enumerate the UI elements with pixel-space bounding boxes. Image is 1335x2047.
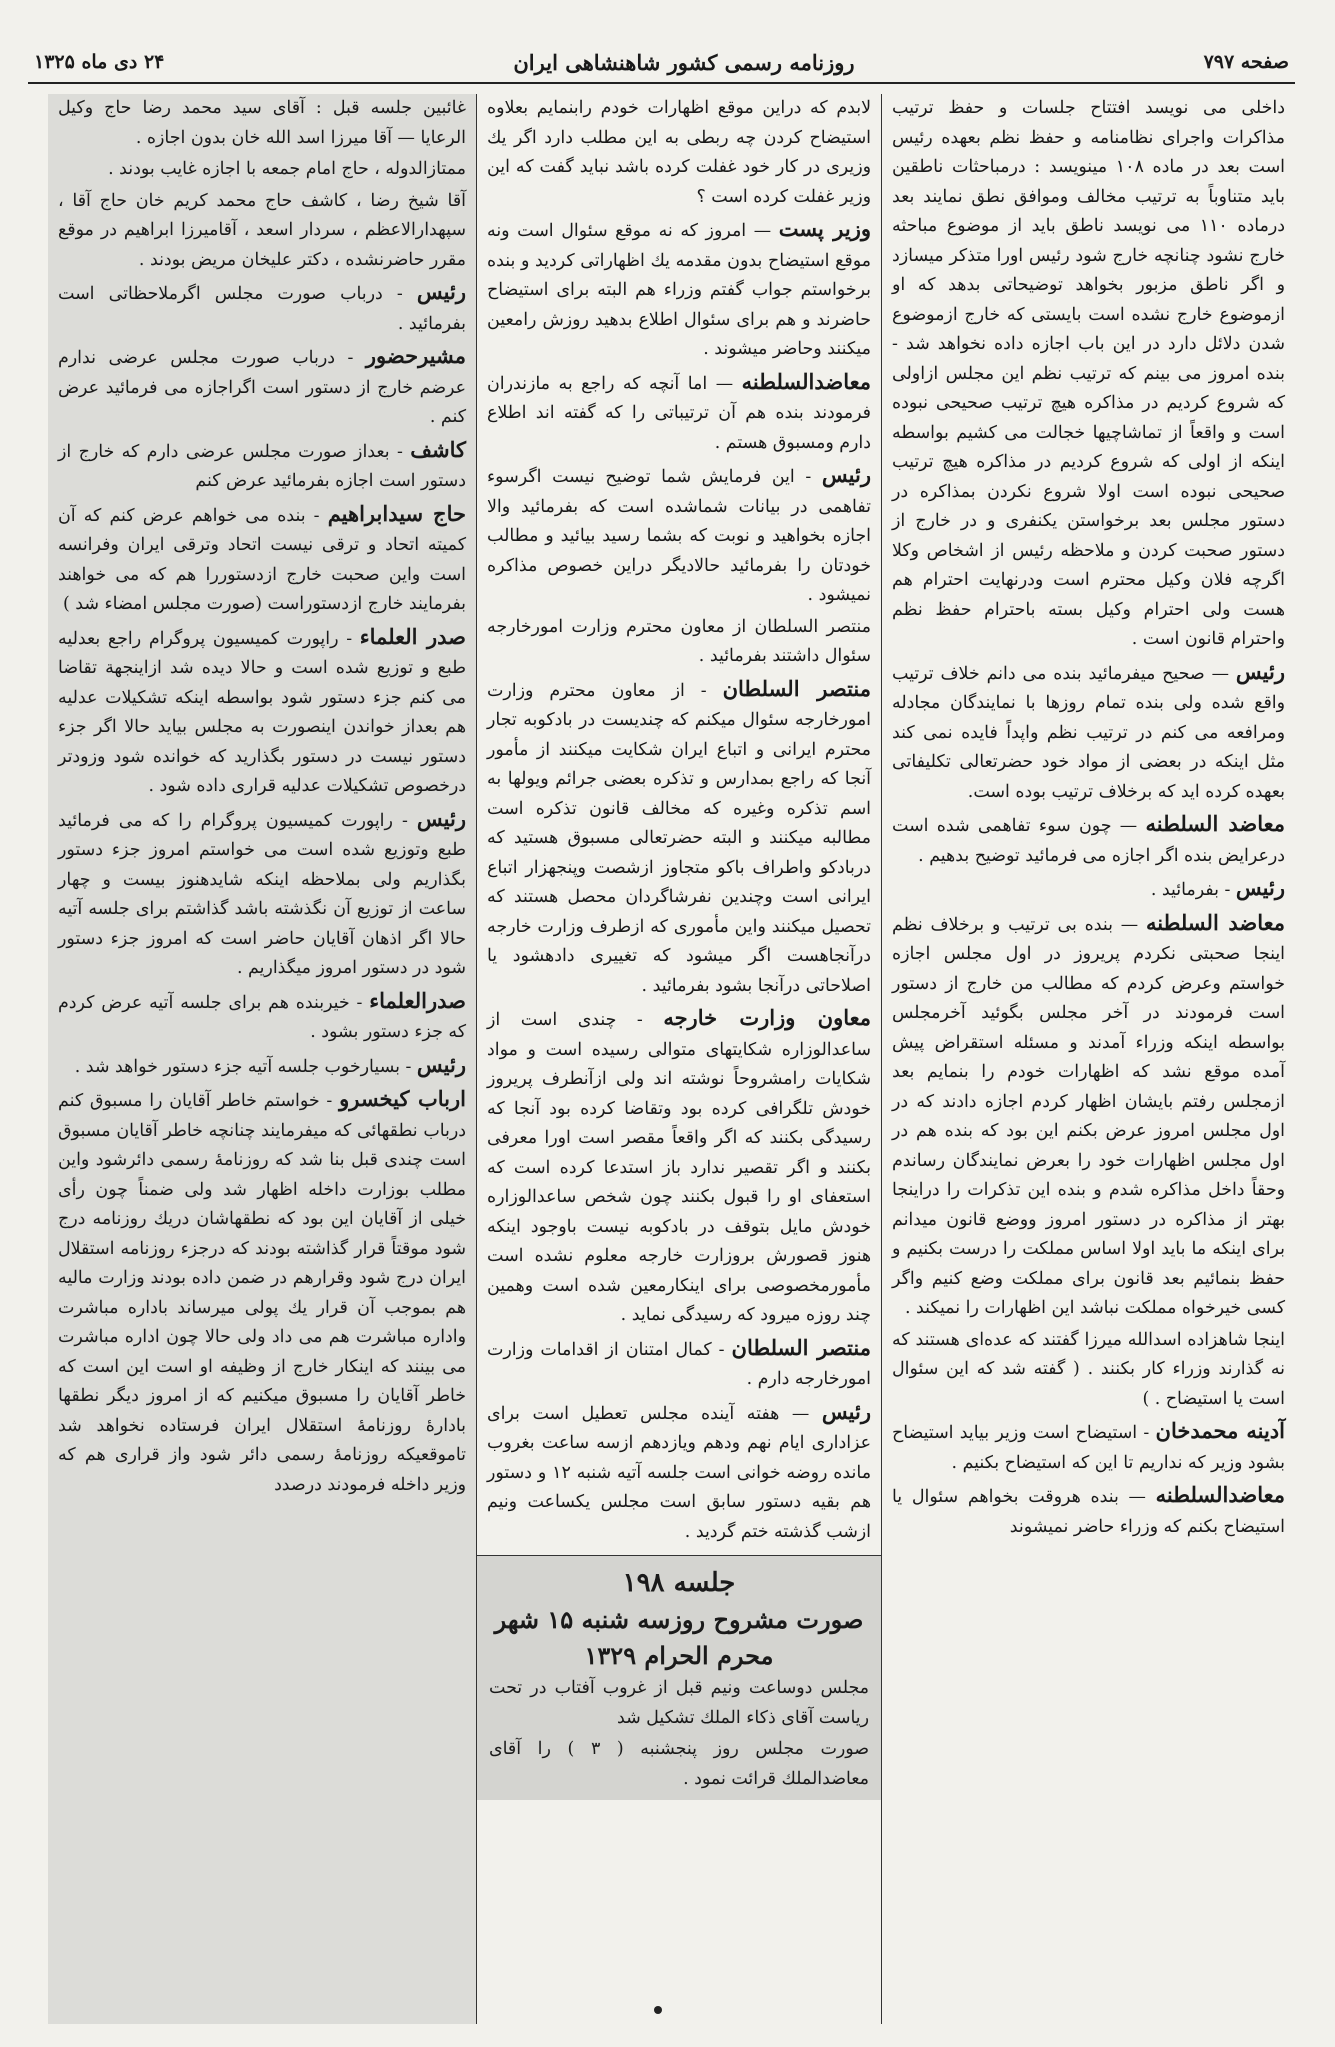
paragraph [892, 657, 1285, 808]
paragraph [892, 94, 1285, 655]
paragraph [58, 94, 466, 153]
paragraph-text: — اما آنچه که راجع به مازندران فرمودند بنده هم آن ترتیباتی را که گفته اند اطلاع دارم ومسبوق هستم . [487, 373, 871, 453]
paragraph [487, 613, 871, 672]
newspaper-title: روزنامه رسمی کشور شاهنشاهی ایران [513, 49, 855, 75]
column-middle-text [487, 94, 871, 1547]
speaker-name: آدینه محمدخان [1155, 1418, 1285, 1443]
paragraph-text: — بنده بی ترتیب و برخلاف نظم اینجا صحبتی نکردم پریروز در اول مجلس اجازه خواستم وعرض کردم که مطالب من خارج از دستور است فرمودند در آخر مجلس بگوئید آخرمجلس بواسطه اینکه وزراء آمدند و مسئله استقراض پیش آمده موقع نشد که اظهارات خودم را بنمایم بعد ازمجلس رفتم بایشان اظهار کردم اجازه دادند که در اول مجلس امروز عرض بکنم این بود که بنده هم در اول مجلس اظهارات خود را بعرض نمایندگان رساندم وحقاً داخل مذاکره شدم و بنده این تذکرات را دراینجا بهتر از مذاکره در دستور امروز ووضع قانون میدانم برای اینکه ما باید اولا اساس مملکت را درست بکنیم و حفظ بنمائیم بعد قانون برای مملکت وضع کنیم واگر کسی خیرخواه مملکت نباشد این اظهارات را نمیکند . [892, 914, 1285, 1318]
paragraph-text: لابدم که دراین موقع اظهارات خودم رابنمایم بعلاوه استیضاح کردن چه ربطی به این مطلب دارد اگر یك وزیری در کار خود غفلت کرده باشد نباید گفت که این وزیر غفلت کرده است ؟ [487, 98, 871, 207]
paragraph-text: - کمال امتنان از اقدامات وزارت امورخارجه دارم . [487, 1339, 871, 1389]
column-middle [476, 94, 881, 2024]
speaker-name: منتصر السلطان [722, 675, 871, 701]
speaker-name: رئیس [1235, 658, 1285, 684]
speaker-name: معاضدالسلطنه [741, 368, 871, 394]
paragraph-text: - خیربنده هم برای جلسه آتیه عرض کردم که جزء دستور بشود . [58, 992, 466, 1042]
speaker-name: معاون وزارت خارجه [663, 1005, 871, 1030]
speaker-name: وزیر پست [778, 216, 872, 241]
page-number: صفحه ۷۹۷ [1203, 51, 1289, 73]
paragraph-text: — چون سوء تفاهمی شده است درعرایض بنده اگر اجازه می فرمائید توضیح بدهیم . [892, 816, 1285, 866]
paragraph [892, 908, 1285, 1324]
paragraph [487, 1333, 871, 1395]
paragraph [487, 1003, 871, 1331]
speaker-name: رئیس [416, 1051, 466, 1077]
speaker-name: رئیس [416, 279, 466, 304]
paragraph-text: — بنده هروقت بخواهم سئوال یا استیضاح بکنم که وزراء حاضر نمیشوند [892, 1487, 1285, 1537]
paragraph-text: - از معاون محترم وزارت امورخارجه سئوال میکنم که چندیست در بادکوبه تجار محترم ایرانی و اتباع ایران شکایت میکنند از مأمور آنجا که راجع بمدارس و تذکره بعضی جرائم ویولها به اسم تذکره وغیره که مخالف قانون تذکره است مطالبه میکنند و البته حضرتعالی مسبوق هستید که دربادکو واطراف باکو متجاوز ازشصت وپنجهزار اتباع ایرانی است وچندین نفرشاگردان محصل هستند که تحصیل میکنند واین مأموری که ازطرف وزارت خارجه درآنجاهست اگر میشود که تغییری دادهشود یا اصلاحاتی درآنجا بشود بفرمائید . [487, 680, 871, 996]
paragraph [58, 986, 466, 1048]
paragraph-text: داخلی می نویسد افتتاح جلسات و حفظ ترتیب مذاکرات واجرای نظامنامه و حفظ نظم بعهده رئیس است بعد در ماده ۱۰۸ مینویسد : درمباحثات ناطقین باید متناوباً به ترتیب مخالف وموافق نطق نمایند بعد درماده ۱۱۰ می نویسد ناطق باید از موضوع مباحثه خارج نشود چنانچه خارج شود رئیس اورا متذکر میسازد و اگر ناطق مزبور بخواهد توضیحاتی بدهد که او ازموضوع خارج نشده است بایستی که خارج ازموضوع شدن دلائل دارد در این باب اجازه داده نخواهد شد - بنده امروز می بینم که ترتیب نظم این مجلس ازاولی که شروع کردیم در مذاکره هیچ ترتیب صحیحی نبوده است و واقعاً از تماشاچیها خجالت می کشیم بواسطه اینکه از اولی که شروع کردیم در مذاکره هیچ ترتیب صحیحی نبوده است اولا شروع نکردن بمذاکره در دستور مجلس بعد برخواستن یکنفری و در خارج از دستور صحبت کردن و ملاحظه رئیس از اشخاص وکلا اگرچه فلان وکیل محترم است ودرنهایت احترام هم هست ولی احترام وکیل بسته باحترام حفظ نظم واحترام قانون است . [892, 98, 1285, 649]
speaker-name: منتصر السلطان [731, 1334, 872, 1360]
paragraph [58, 622, 466, 802]
session-heading-box [477, 1555, 881, 1800]
paragraph-text: منتصر السلطان از معاون محترم وزارت امورخارجه سئوال داشتند بفرمائید . [487, 616, 871, 666]
speaker-name: صدر العلماء [359, 623, 466, 649]
paragraph-text: اینجا شاهزاده اسدالله میرزا گفتند که عده‌ای هستند که نه گذارند وزراء کار بکنند . ( گفته شد که این سئوال است یا استیضاح . ) [892, 1329, 1285, 1409]
session-date: محرم الحرام ۱۳۲۹ [584, 1641, 774, 1670]
paragraph-text: - چندی است از ساعدالوزاره شکایتهای متوالی رسیده است و مواد شکایات رامشروحاً نوشته اند ولی ازآنطرف پریروز خودش تلگرافی کرده بود وتقاضا کرده بود آنجا که رسیدگی بکنند که اگر واقعاً مقصر است اورا معرفی بکنند و اگر تقصیر ندارد باز استدعا کرده است که استعفای او را قبول بکنند چون شخص ساعدالوزاره خودش مایل بتوقف در بادکوبه نیست باوجود اینکه هنوز قصورش بروزارت خارجه معلوم نشده است مأمورمخصوصی برای اینکارمعین شده است وهمین چند روزه میرود که رسیدگی نماید . [487, 1010, 871, 1325]
text-columns [28, 94, 1295, 2024]
paragraph-text: - درباب صورت مجلس اگرملاحظاتی است بفرمائید . [58, 284, 466, 334]
paragraph [487, 674, 871, 1002]
paragraph [892, 1326, 1285, 1415]
speaker-name: رئیس [821, 462, 871, 487]
paragraph [58, 277, 466, 339]
paragraph [58, 435, 466, 497]
paragraph [487, 94, 871, 212]
speaker-name: رئیس [1235, 875, 1285, 900]
paragraph [58, 499, 466, 620]
speaker-name: رئیس [416, 805, 467, 831]
paragraph-text: - خواستم خاطر آقایان را مسبوق کنم درباب نطقهائی که میفرمایند چنانچه خاطر آقایان مسبوق است چندی قبل بنا شد که روزنامهٔ رسمی دائرشود واین مطلب بوزارت داخله اظهار شد ولی ضمناً چون رأی خیلی از آقایان این بود که نطقهاشان دریك روزنامه درج شود موقتاً قرار گذاشته بودند که درجزء روزنامه استقلال ایران درج شود وقرارهم در ضمن داده بودند وزارت مالیه هم بموجب آن قرار یك پولی میرساند باداره مباشرت واداره مباشرت هم می داد ولی حالا چون اداره مباشرت می بینند که اینکار خارج از وظیفه او است این است که خاطر آقایان را مسبوق میکنیم که از امروز دیگر نطقها بادارهٔ روزنامهٔ استقلال ایران فرستاده نخواهد شد تاموقعیکه روزنامهٔ رسمی دائر شود واز قراری هم که وزیر داخله فرمودند درصدد [58, 1091, 466, 1495]
running-header [28, 42, 1295, 84]
session-subheading: صورت مشروح روزسه شنبه ۱۵ شهر [494, 1605, 864, 1634]
paragraph-text: — امروز که نه موقع سئوال است ونه موقع استیضاح بدون مقدمه یك اظهاراتی کردید و بنده برخواستم جواب گفتم وزراء هم البته برای استیضاح حاضرند و هم برای سئوال اطلاع بدهید روزش رامعین میکنند وحاضر میشوند . [487, 221, 871, 359]
speaker-name: معاضدالسلطنه [1155, 1482, 1285, 1507]
paragraph [58, 187, 466, 276]
paragraph [892, 1480, 1285, 1542]
column-right [881, 94, 1295, 2024]
paragraph-text: آقا شیخ رضا ، کاشف حاج محمد کریم خان حاج آقا ، سپهدارالاعظم ، سردار اسعد ، آقامیرزا ابراهیم در موقع مقرر حاضرنشده ، دکتر علیخان مریض بودند . [58, 190, 466, 270]
paragraph [58, 341, 466, 433]
session-paragraph: مجلس دوساعت ونیم قبل از غروب آفتاب در تحت ریاست آقای ذکاء الملك تشکیل شد [489, 1678, 869, 1728]
paragraph [487, 214, 871, 365]
paragraph [487, 460, 871, 611]
issue-date: ۲۴ دی ماه ۱۳۲۵ [34, 51, 165, 73]
paragraph-text: - راپورت کمیسیون پروگرام را که می فرمائید طبع وتوزیع شده است می خواستم امروز جزء دستور بگذاریم ولی بملاحظه اینکه شایدهنوز بیست و چهار ساعت از توزیع آن نگذشته باشد گذاشتم برای جلسه آتیه حالا اگر اذهان آقایان حاضر است که امروز جزء دستور شود در دستور امروز میگذاریم . [58, 810, 466, 978]
paragraph-text: - راپورت کمیسیون پروگرام راجع بعدلیه طبع و توزیع شده است و حالا دیده شد ازاینجهة تقاضا می کنم جزء دستور شود بواسطه اینکه تشکیلات عدلیه هم بعداز خواندن اینصورت به مجلس بیاید حالا اگر جزء دستور نیست در دستور بگذارید که خوانده شود وزودتر درخصوص تشکیلات عدلیه قراری داده شود . [58, 628, 466, 796]
paragraph-text: - استیضاح است وزیر بیاید استیضاح بشود وزیر که نداریم تا این که استیضاح بکنیم . [892, 1423, 1285, 1473]
paragraph-text: - بعداز صورت مجلس عرضی دارم که خارج از دستور است اجازه بفرمائید عرض کنم [58, 441, 466, 491]
paragraph [58, 1084, 466, 1500]
speaker-name: معاضد السلطنه [1146, 909, 1286, 935]
speaker-name: معاضد السلطنه [1145, 811, 1286, 836]
paragraph [892, 1416, 1285, 1478]
column-left [48, 94, 476, 2024]
speaker-name: مشیرحضور [365, 343, 466, 368]
paragraph [892, 873, 1285, 906]
paragraph [58, 155, 466, 185]
speaker-name: کاشف [410, 436, 466, 462]
paragraph-text: - بنده می خواهم عرض کنم که آن کمیته اتحاد و ترقی نیست اتحاد وترقی ایران وفرانسه است واین صحبت خارج ازدستوررا هم که می خواهند بفرمایند خارج ازدستوراست (صورت مجلس امضاء شد ) [58, 505, 466, 614]
paragraph [58, 1050, 466, 1083]
paragraph-text: - درباب صورت مجلس عرضی ندارم عرضم خارج از دستور است اگراجازه می فرمائید عرض کنم . [58, 348, 466, 427]
paragraph-text: — صحیح میفرمائید بنده می دانم خلاف ترتیب واقع شده ولی بنده تمام روزها با نمایندگان مجادله ومرافعه می کنم در ترتیب نظم واپداً فایده نمی کند مثل اینکه در بعضی از مواد خود حضرتعالی تکلیفاتی بعهده کرده اید که برخلاف ترتیب بوده است. [892, 663, 1285, 802]
paragraph [487, 367, 871, 459]
speaker-name: رئیس [821, 1398, 872, 1424]
paragraph [892, 809, 1285, 871]
paragraph [487, 1397, 871, 1548]
paragraph-text: ممتازالدوله ، حاج امام جمعه با اجازه غایب بودند . [108, 159, 466, 179]
paragraph-text: غائبین جلسه قبل : آقای سید محمد رضا حاج وکیل الرعایا — آقا میرزا اسد الله خان بدون اجازه . [58, 98, 466, 148]
paragraph [58, 804, 466, 984]
paragraph-text: - بسیارخوب جلسه آتیه جزء دستور خواهد شد . [74, 1056, 412, 1077]
session-number: جلسه ۱۹۸ [622, 1568, 736, 1598]
page-ornament [654, 2006, 662, 2014]
paragraph-text: — هفته آینده مجلس تعطیل است برای عزاداری ایام نهم ودهم ویازدهم ازسه ساعت بغروب مانده روضه خوانی است جلسه آتیه شنبه ۱۲ و دستور هم بقیه دستور سابق است مجلس یکساعت ونیم ازشب گذشته ختم گردید . [487, 1403, 872, 1542]
paragraph-text: - این فرمایش شما توضیح نیست اگرسوء تفاهمی در بیانات شماشده است که بفرمائید والا اجازه بخواهید و نوبت که بشما رسید بیائید و مطالب خودتان را بفرمائید حالادیگر دراین خصوص مذاکره نمیشود . [487, 467, 871, 605]
speaker-name: صدرالعلماء [369, 987, 466, 1013]
speaker-name: ارباب کیخسرو [339, 1086, 467, 1111]
paragraph-text: - بفرمائید . [1150, 880, 1231, 900]
speaker-name: حاج سیدابراهیم [327, 500, 466, 526]
session-paragraph: صورت مجلس روز پنجشنبه ( ۳ ) را آقای معاضدالملك قرائت نمود . [489, 1739, 869, 1789]
